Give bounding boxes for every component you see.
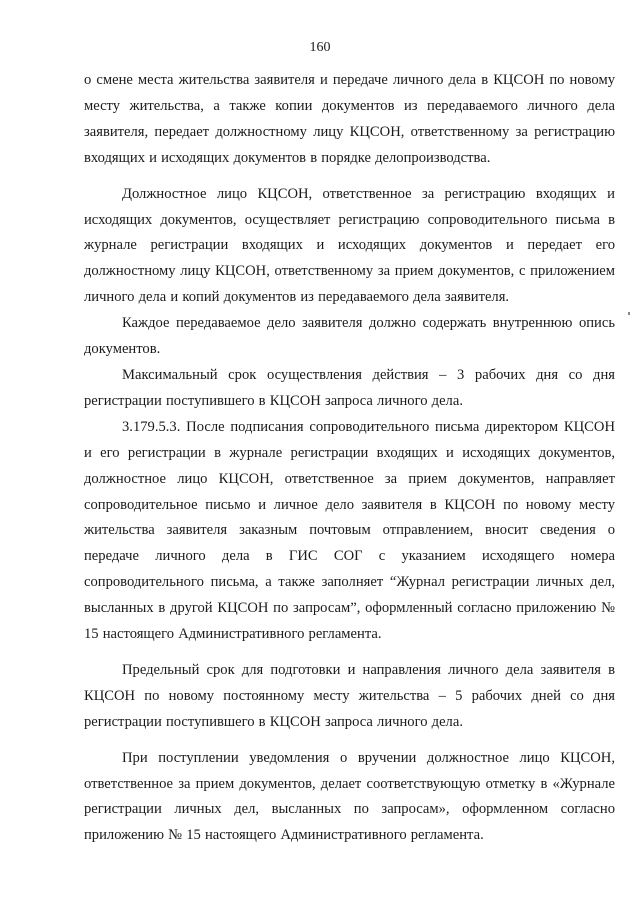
- paragraph-deadline: Предельный срок для подготовки и направления личного дела заявителя в КЦСОН по новому постоянному месту жительства – 5 рабочих дней со дня регистрации поступившего в КЦСОН запроса личного дела.: [84, 661, 615, 730]
- page-number: 160: [309, 40, 331, 55]
- paragraph-max-term: Максимальный срок осуществления действия – 3 рабочих дня со дня регистрации поступившего в КЦСОН запроса личного дела.: [84, 366, 615, 409]
- paragraph-continuation: о смене места жительства заявителя и передаче личного дела в КЦСОН по новому месту жительства, а также копии документов из передаваемого личного дела заявителя, передает должностному лицу КЦСОН, ответственному за регистрацию входящих и исходящих документов в порядке делопроизводства.: [84, 72, 615, 166]
- document-body: [84, 68, 615, 849]
- paragraph-inventory: Каждое передаваемое дело заявителя должно содержать внутреннюю опись документов.: [84, 315, 615, 358]
- paragraph-registration: Должностное лицо КЦСОН, ответственное за регистрацию входящих и исходящих документов, осуществляет регистрацию сопроводительного письма в журнале регистрации входящих и исходящих документов и передает его должностному лицу КЦСОН, ответственному за прием документов, с приложением личного дела и копий документов из передаваемого дела заявителя.: [84, 185, 615, 306]
- paragraph-section-3-179-5-3: 3.179.5.3. После подписания сопроводительного письма директором КЦСОН и его регистрации в журнале регистрации входящих и исходящих документов, должностное лицо КЦСОН, ответственное за прием документов, направляет сопроводительное письмо и личное дело заявителя в КЦСОН по новому месту жительства заявителя заказным почтовым отправлением, вносит сведения о передаче личного дела в ГИС СОГ с указанием исходящего номера сопроводительного письма, а также заполняет “Журнал регистрации личных дел, высланных в другой КЦСОН по запросам”, оформленный согласно приложению № 15 настоящего Административного регламента.: [84, 418, 615, 643]
- paragraph-delivery-notice: При поступлении уведомления о вручении должностное лицо КЦСОН, ответственное за прием документов, делает соответствующую отметку в «Журнале регистрации личных дел, высланных по запросам», оформленном согласно приложению № 15 настоящего Административного регламента.: [84, 749, 615, 844]
- scan-speck: [628, 312, 630, 315]
